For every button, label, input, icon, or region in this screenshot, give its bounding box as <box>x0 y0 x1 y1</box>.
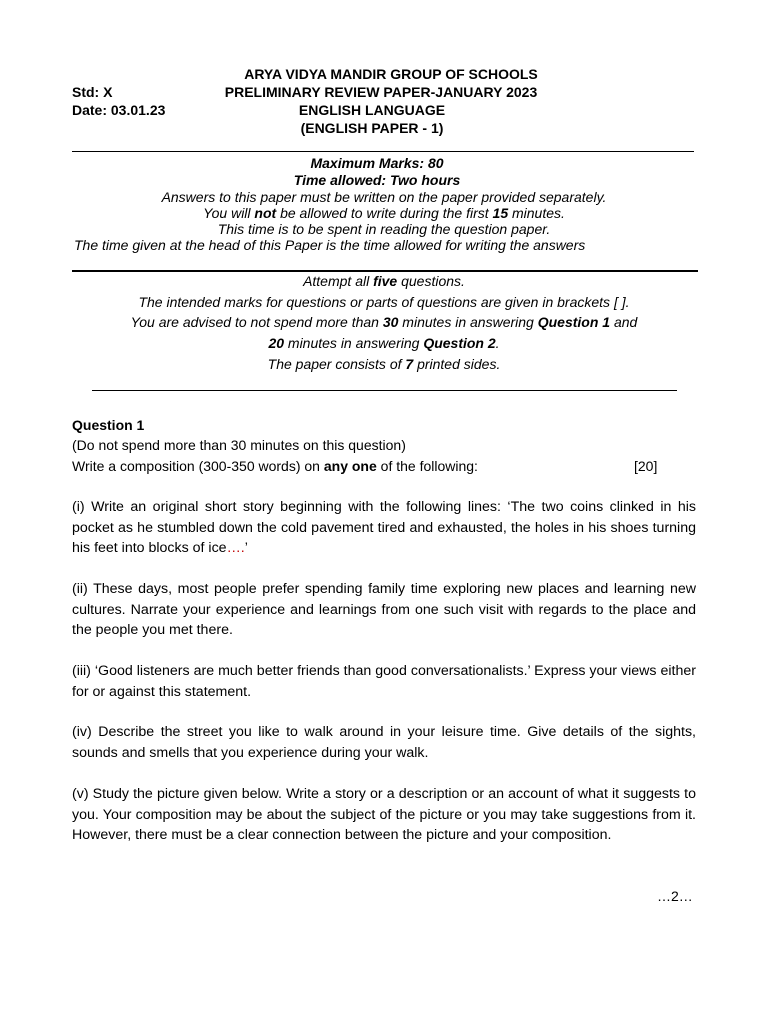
text-fragment: questions. <box>397 273 465 289</box>
text-fragment: You will <box>203 205 255 221</box>
text-fragment: minutes in answering <box>398 314 538 330</box>
emphasis-question-1: Question 1 <box>537 314 611 330</box>
instruction-advice-cont <box>0 335 768 351</box>
emphasis-20: 20 <box>268 335 285 351</box>
paper-number: (ENGLISH PAPER - 1) <box>300 120 444 136</box>
paper-title: PRELIMINARY REVIEW PAPER-JANUARY 2023 <box>224 84 538 100</box>
text-fragment: Attempt all <box>303 273 374 289</box>
question-1-marks: [20] <box>634 458 658 474</box>
reading-time-note: This time is to be spent in reading the question paper. <box>217 221 551 237</box>
emphasis-30: 30 <box>382 314 399 330</box>
emphasis-any-one: any one <box>323 458 377 474</box>
emphasis-question-2: Question 2 <box>423 335 496 351</box>
instruction-sides <box>0 356 768 372</box>
ellipsis-red: …. <box>226 540 245 556</box>
question-1-option-i <box>72 497 696 559</box>
header-divider <box>72 151 694 152</box>
question-1-option-iii: (iii) ‘Good listeners are much better friends than good conversationalists.’ Express your views either for or against this statement. <box>72 663 696 700</box>
text-fragment: ’ <box>244 540 248 556</box>
emphasis-not: not <box>254 205 277 221</box>
instruction-marks: The intended marks for questions or parts of questions are given in brackets [ ]. <box>138 294 630 310</box>
question-1-note: (Do not spend more than 30 minutes on this question) <box>72 437 406 453</box>
std-label: Std: X <box>72 84 113 100</box>
info-divider <box>72 270 698 272</box>
emphasis-minutes: 15 <box>492 205 509 221</box>
text-fragment: of the following: <box>376 458 478 474</box>
text-fragment: The paper consists of <box>267 356 406 372</box>
text-fragment: Write a composition (300-350 words) on <box>72 458 324 474</box>
instructions-divider <box>92 390 677 391</box>
text-fragment: (i) Write an original short story beginning with the following lines: ‘The two coins clinked in his pocket as he stumbled down the cold pavement tired and exhausted, the holes in his shoes turning his feet into blocks of ice <box>72 499 696 556</box>
text-fragment: minutes in answering <box>284 335 424 351</box>
text-fragment: minutes. <box>508 205 565 221</box>
date-label: Date: 03.01.23 <box>72 102 166 118</box>
emphasis-five: five <box>373 273 398 289</box>
instruction-advice <box>0 314 768 330</box>
text-fragment: printed sides. <box>413 356 501 372</box>
question-1-prompt <box>72 458 478 474</box>
time-allowed: Time allowed: Two hours <box>293 172 461 188</box>
max-marks: Maximum Marks: 80 <box>310 155 444 171</box>
answer-instruction: Answers to this paper must be written on the paper provided separately. <box>161 189 607 205</box>
school-name: ARYA VIDYA MANDIR GROUP OF SCHOOLS <box>244 66 538 82</box>
text-fragment: and <box>610 314 638 330</box>
question-1-option-iv: (iv) Describe the street you like to walk around in your leisure time. Give details of the sights, sounds and smells that you experience during your walk. <box>72 724 696 761</box>
instruction-attempt <box>0 273 768 289</box>
page-continuation: …2… <box>657 888 693 904</box>
question-1-title: Question 1 <box>72 417 145 433</box>
subject-title: ENGLISH LANGUAGE <box>298 102 446 118</box>
time-note: The time given at the head of this Paper is the time allowed for writing the answers <box>74 237 586 253</box>
text-fragment: be allowed to write during the first <box>276 205 493 221</box>
reading-time-instruction <box>0 205 768 221</box>
text-fragment: . <box>495 335 500 351</box>
text-fragment: You are advised to not spend more than <box>130 314 383 330</box>
emphasis-7: 7 <box>405 356 414 372</box>
question-1-option-v: (v) Study the picture given below. Write a story or a description or an account of what it suggests to you. Your composition may be about the subject of the picture or you may take suggestions from it. However, there must be a clear connection between the picture and your composition. <box>72 786 696 843</box>
question-1-option-ii: (ii) These days, most people prefer spending family time exploring new places and learning new cultures. Narrate your experience and learnings from one such visit with regards to the place and the people you met there. <box>72 581 696 638</box>
